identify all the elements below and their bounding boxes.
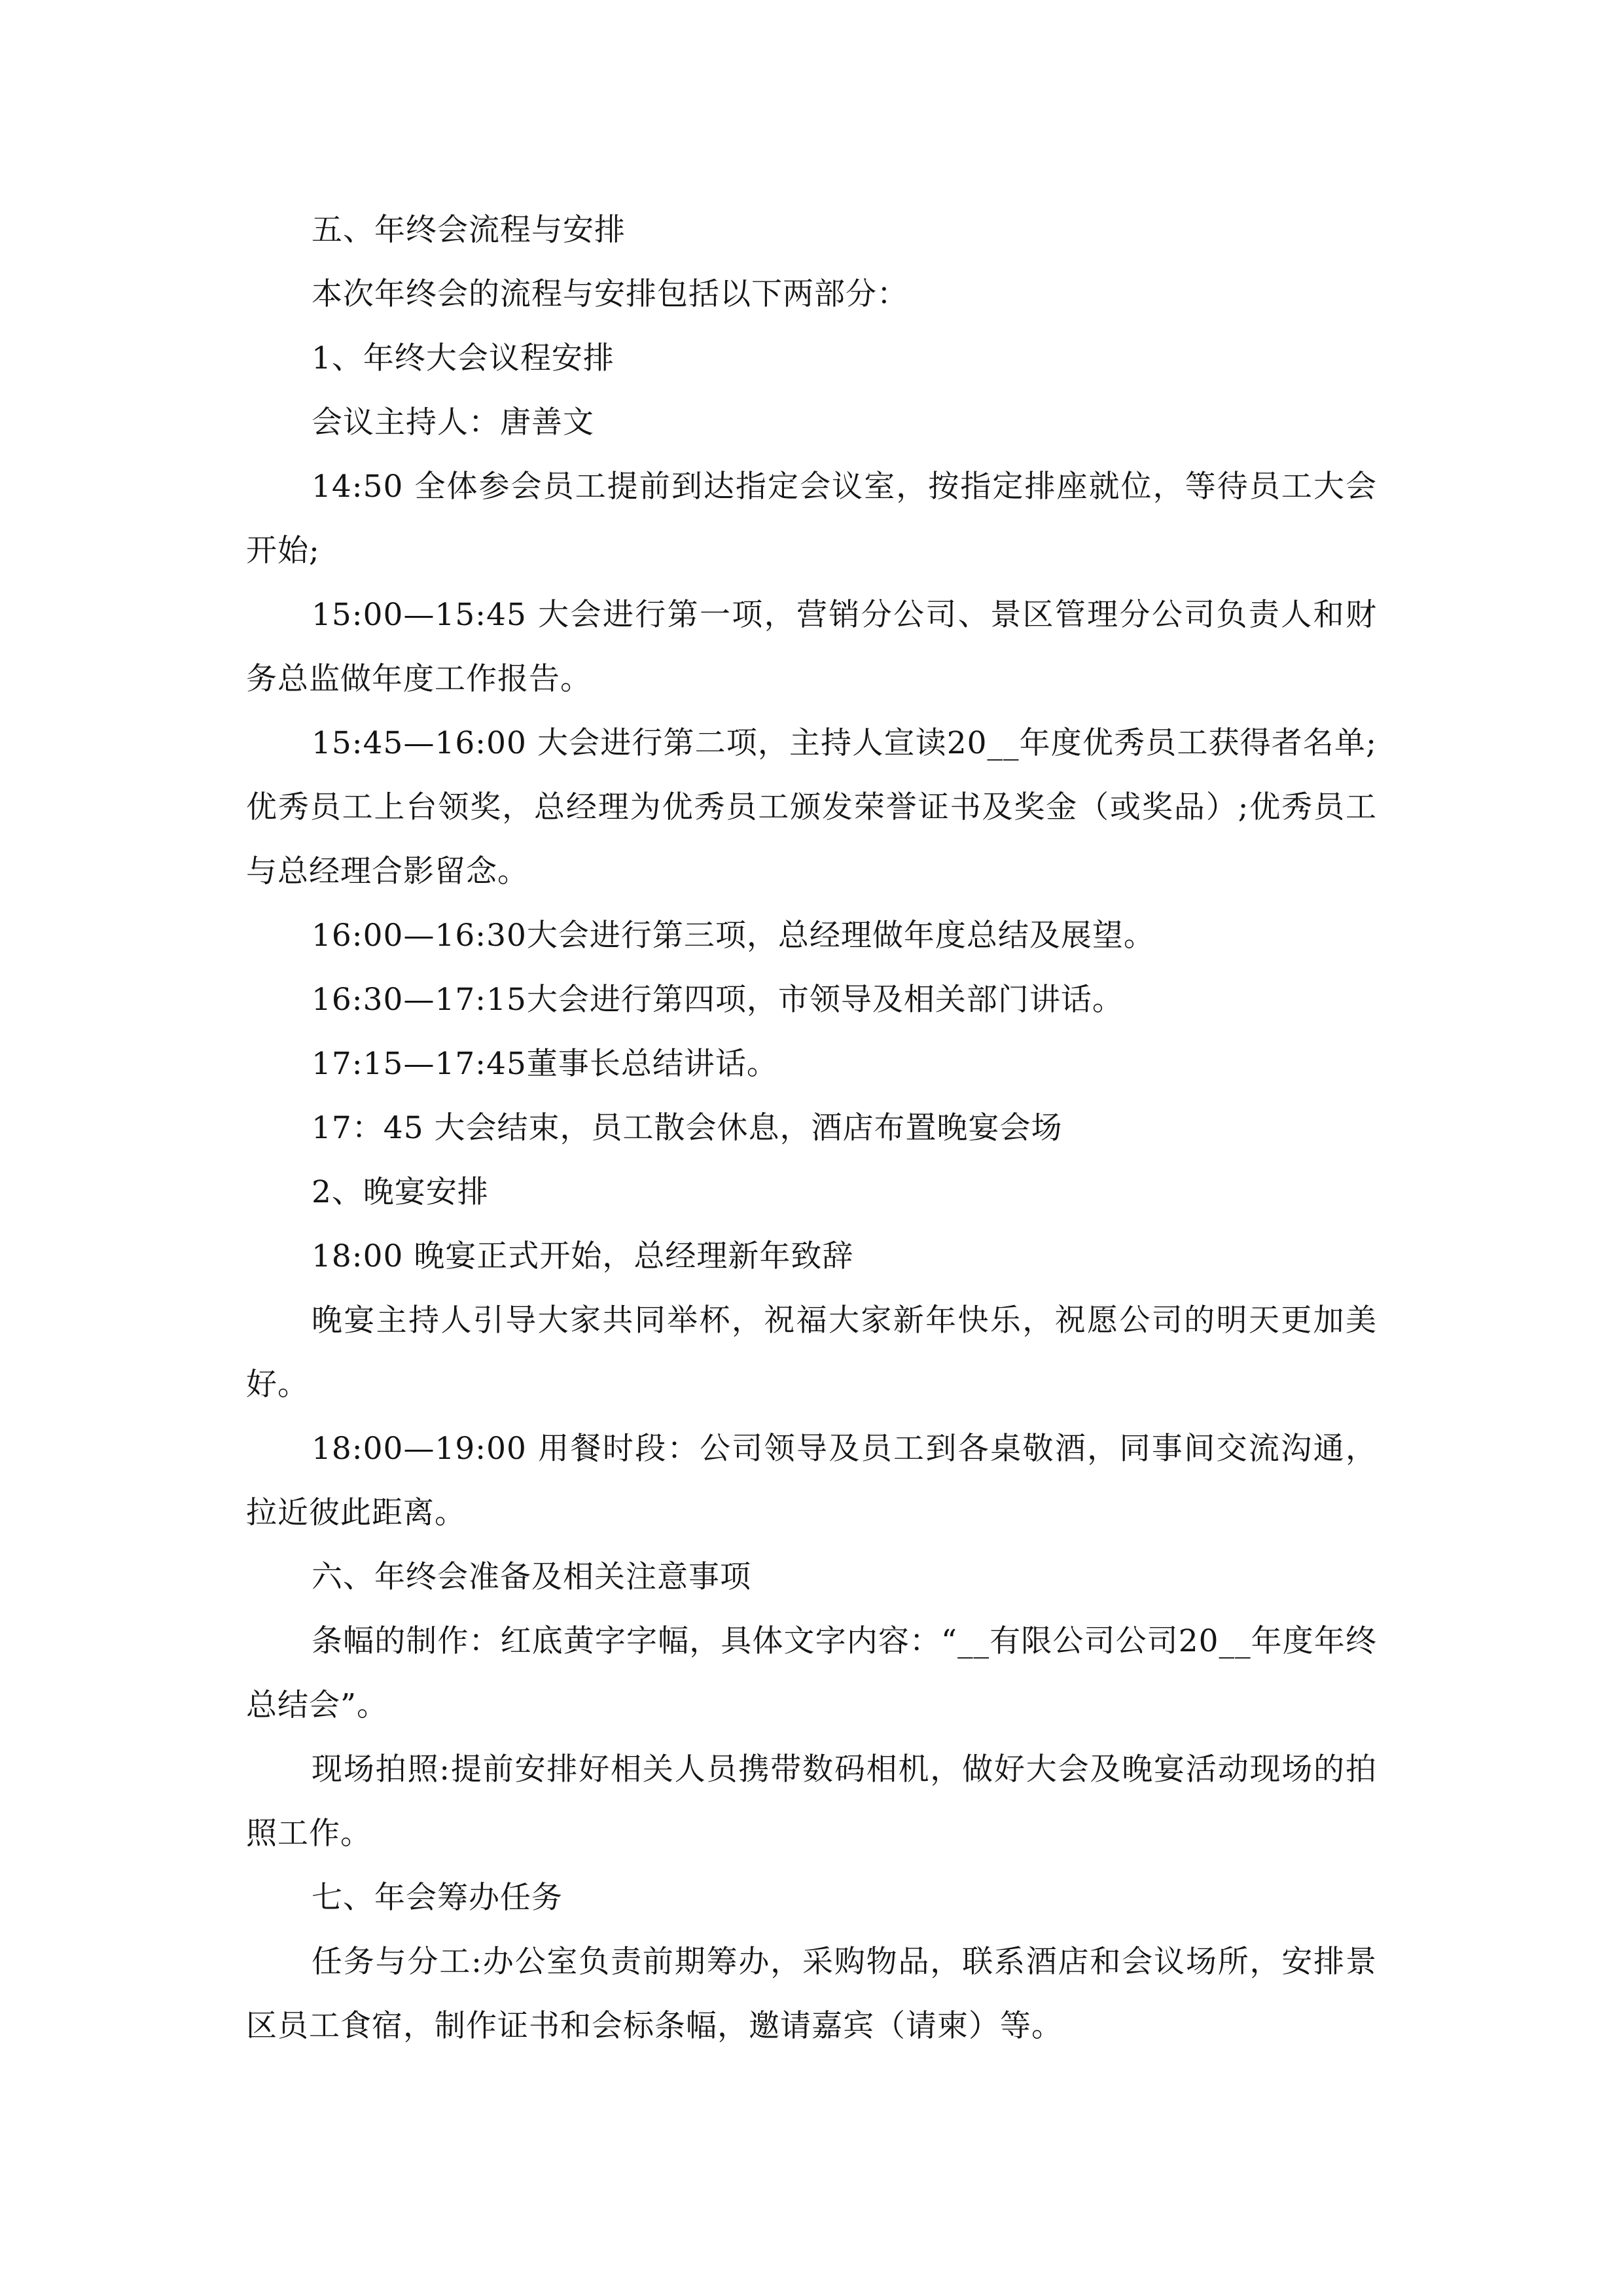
section-heading-7: 七、年会筹办任务	[312, 1880, 563, 1916]
banquet-item-1800: 18:00 晚宴正式开始，总经理新年致辞	[312, 1238, 854, 1274]
paragraph-intro: 本次年终会的流程与安排包括以下两部分：	[312, 276, 908, 312]
section-heading-6: 六、年终会准备及相关注意事项	[312, 1559, 751, 1595]
paragraph-host: 会议主持人：唐善文	[312, 404, 594, 440]
agenda-item-1450: 14:50 全体参会员工提前到达指定会议室，按指定排座就位，等待员工大会开始;	[246, 469, 1377, 569]
subheading-banquet: 2、晚宴安排	[312, 1174, 489, 1210]
banquet-dining: 18:00—19:00 用餐时段：公司领导及员工到各桌敬酒，同事间交流沟通，拉近彼此距离。	[246, 1431, 1377, 1531]
agenda-item-1630: 16:30—17:15大会进行第四项，市领导及相关部门讲话。	[312, 982, 1124, 1018]
agenda-item-1715: 17:15—17:45董事长总结讲话。	[312, 1046, 778, 1082]
subheading-meeting-agenda: 1、年终大会议程安排	[312, 340, 615, 376]
document-body	[246, 198, 1377, 2058]
agenda-item-1600: 16:00—16:30大会进行第三项，总经理做年度总结及展望。	[312, 918, 1155, 954]
agenda-item-1745: 17：45 大会结束，员工散会休息，酒店布置晚宴会场	[312, 1110, 1063, 1146]
paragraph-banner: 条幅的制作：红底黄字字幅，具体文字内容：“__有限公司公司20__年度年终总结会”。	[246, 1623, 1377, 1723]
banquet-toast: 晚宴主持人引导大家共同举杯，祝福大家新年快乐，祝愿公司的明天更加美好。	[246, 1302, 1377, 1403]
paragraph-photography: 现场拍照:提前安排好相关人员携带数码相机，做好大会及晚宴活动现场的拍照工作。	[246, 1751, 1377, 1852]
section-heading-5: 五、年终会流程与安排	[312, 212, 626, 248]
agenda-item-1500: 15:00—15:45 大会进行第一项，营销分公司、景区管理分公司负责人和财务总监做年度工作报告。	[246, 597, 1377, 697]
agenda-item-1545: 15:45—16:00 大会进行第二项，主持人宣读20__年度优秀员工获得者名单;优秀员工上台领奖，总经理为优秀员工颁发荣誉证书及奖金（或奖品）;优秀员工与总经理合影留念。	[246, 725, 1377, 889]
paragraph-tasks: 任务与分工:办公室负责前期筹办，采购物品，联系酒店和会议场所，安排景区员工食宿，制作证书和会标条幅，邀请嘉宾（请柬）等。	[246, 1944, 1377, 2044]
